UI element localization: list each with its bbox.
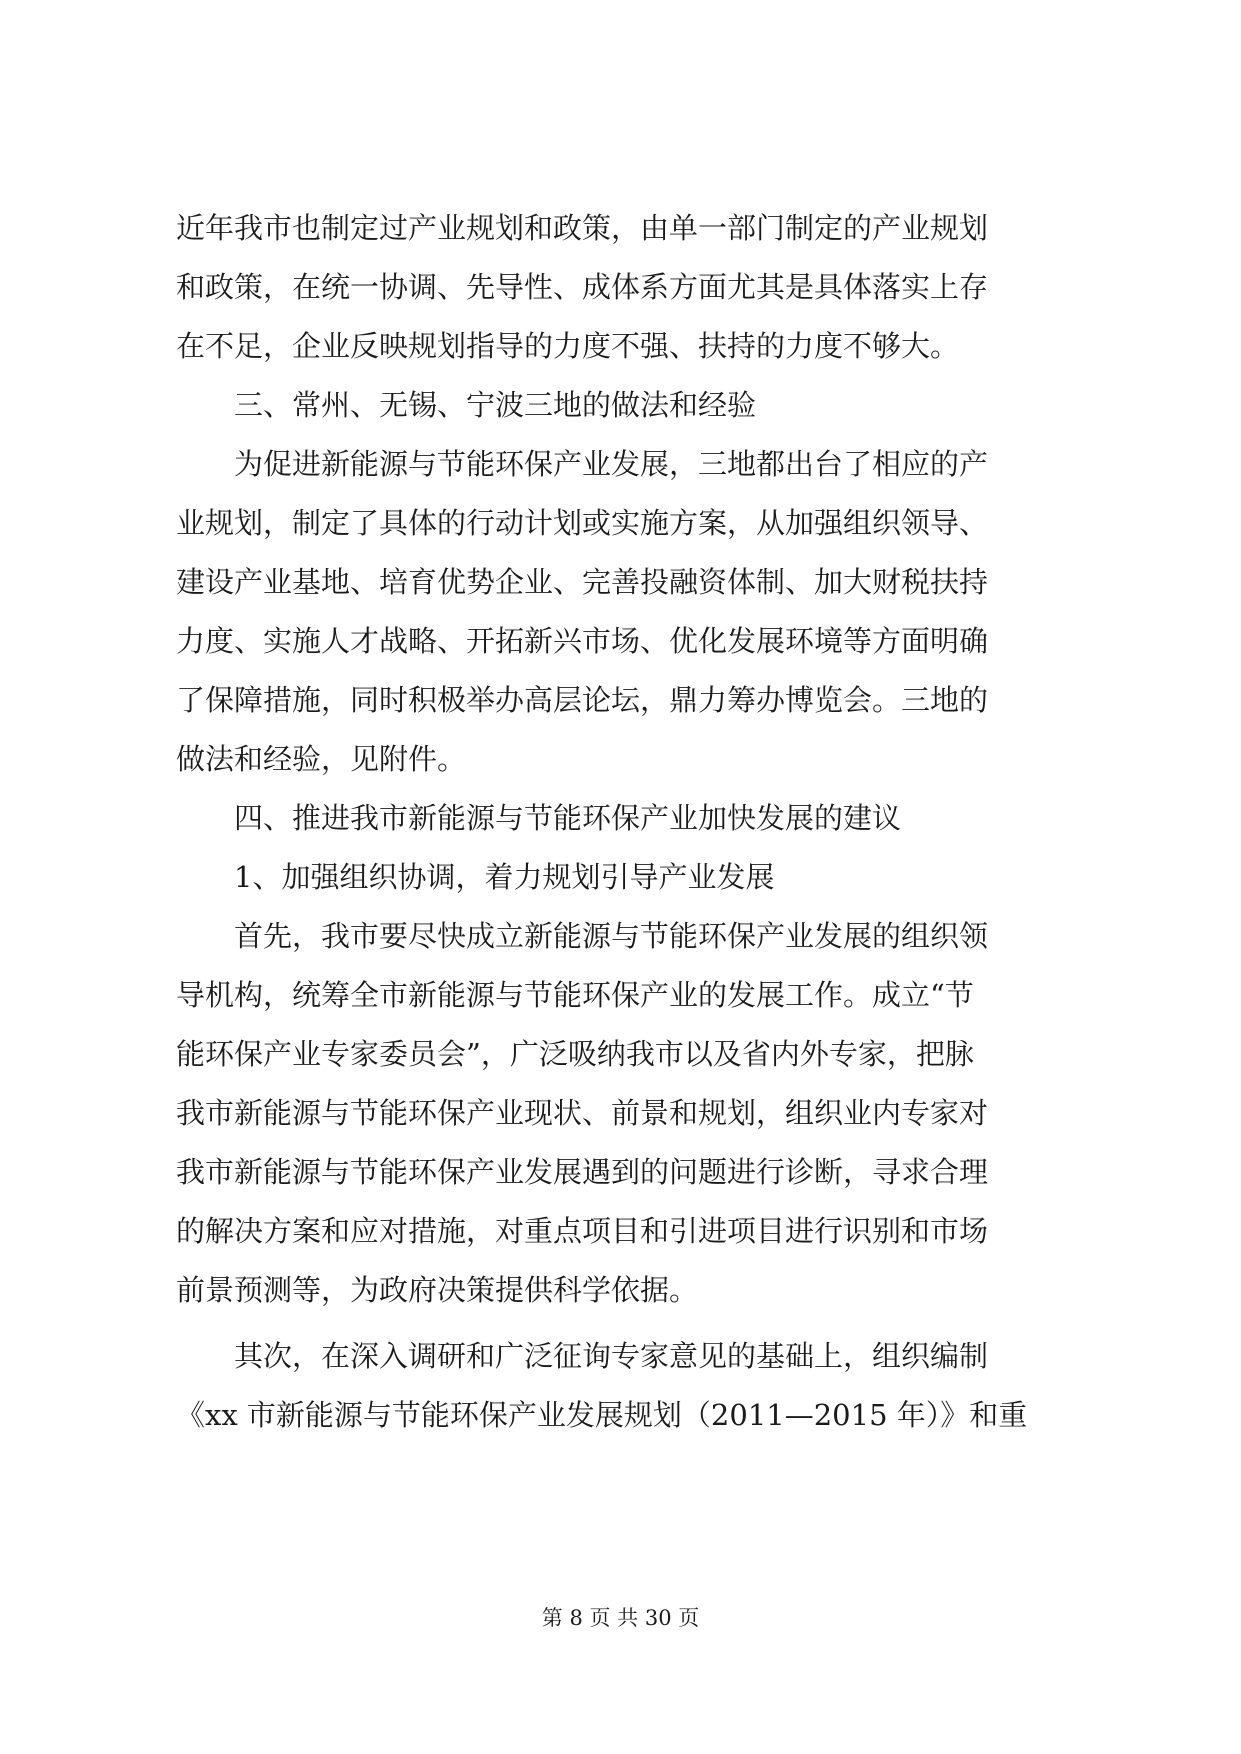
text-line: 为促进新能源与节能环保产业发展，三地都出台了相应的产 — [234, 447, 989, 481]
text-line: 首先，我市要尽快成立新能源与节能环保产业发展的组织领 — [234, 919, 989, 953]
text-line: 在不足，企业反映规划指导的力度不强、扶持的力度不够大。 — [176, 329, 960, 363]
text-line: 我市新能源与节能环保产业发展遇到的问题进行诊断，寻求合理 — [176, 1155, 989, 1189]
text-line: 能环保产业专家委员会”，广泛吸纳我市以及省内外专家，把脉 — [176, 1037, 974, 1071]
subsection-heading: 1、加强组织协调，着力规划引导产业发展 — [234, 860, 775, 894]
text-line: 业规划，制定了具体的行动计划或实施方案，从加强组织领导、 — [176, 506, 989, 540]
text-line: 建设产业基地、培育优势企业、完善投融资体制、加大财税扶持 — [176, 565, 989, 599]
text-line: 力度、实施人才战略、开拓新兴市场、优化发展环境等方面明确 — [176, 624, 989, 658]
text-line: 《xx 市新能源与节能环保产业发展规划（2011—2015 年）》和重 — [176, 1398, 1028, 1432]
text-line: 做法和经验，见附件。 — [176, 742, 467, 776]
text-line: 我市新能源与节能环保产业现状、前景和规划，组织业内专家对 — [176, 1096, 989, 1130]
section-heading: 四、推进我市新能源与节能环保产业加快发展的建议 — [234, 801, 902, 835]
text-line: 和政策，在统一协调、先导性、成体系方面尤其是具体落实上存 — [176, 270, 989, 304]
text-line: 导机构，统筹全市新能源与节能环保产业的发展工作。成立“节 — [176, 978, 974, 1012]
page-footer: 第 8 页 共 30 页 — [541, 1606, 700, 1630]
text-line: 其次，在深入调研和广泛征询专家意见的基础上，组织编制 — [234, 1339, 989, 1373]
text-line: 近年我市也制定过产业规划和政策，由单一部门制定的产业规划 — [176, 211, 989, 245]
text-line: 的解决方案和应对措施，对重点项目和引进项目进行识别和市场 — [176, 1214, 989, 1248]
text-line: 前景预测等，为政府决策提供科学依据。 — [176, 1273, 699, 1307]
text-line: 了保障措施，同时积极举办高层论坛，鼎力筹办博览会。三地的 — [176, 683, 989, 717]
section-heading: 三、常州、无锡、宁波三地的做法和经验 — [234, 388, 757, 422]
